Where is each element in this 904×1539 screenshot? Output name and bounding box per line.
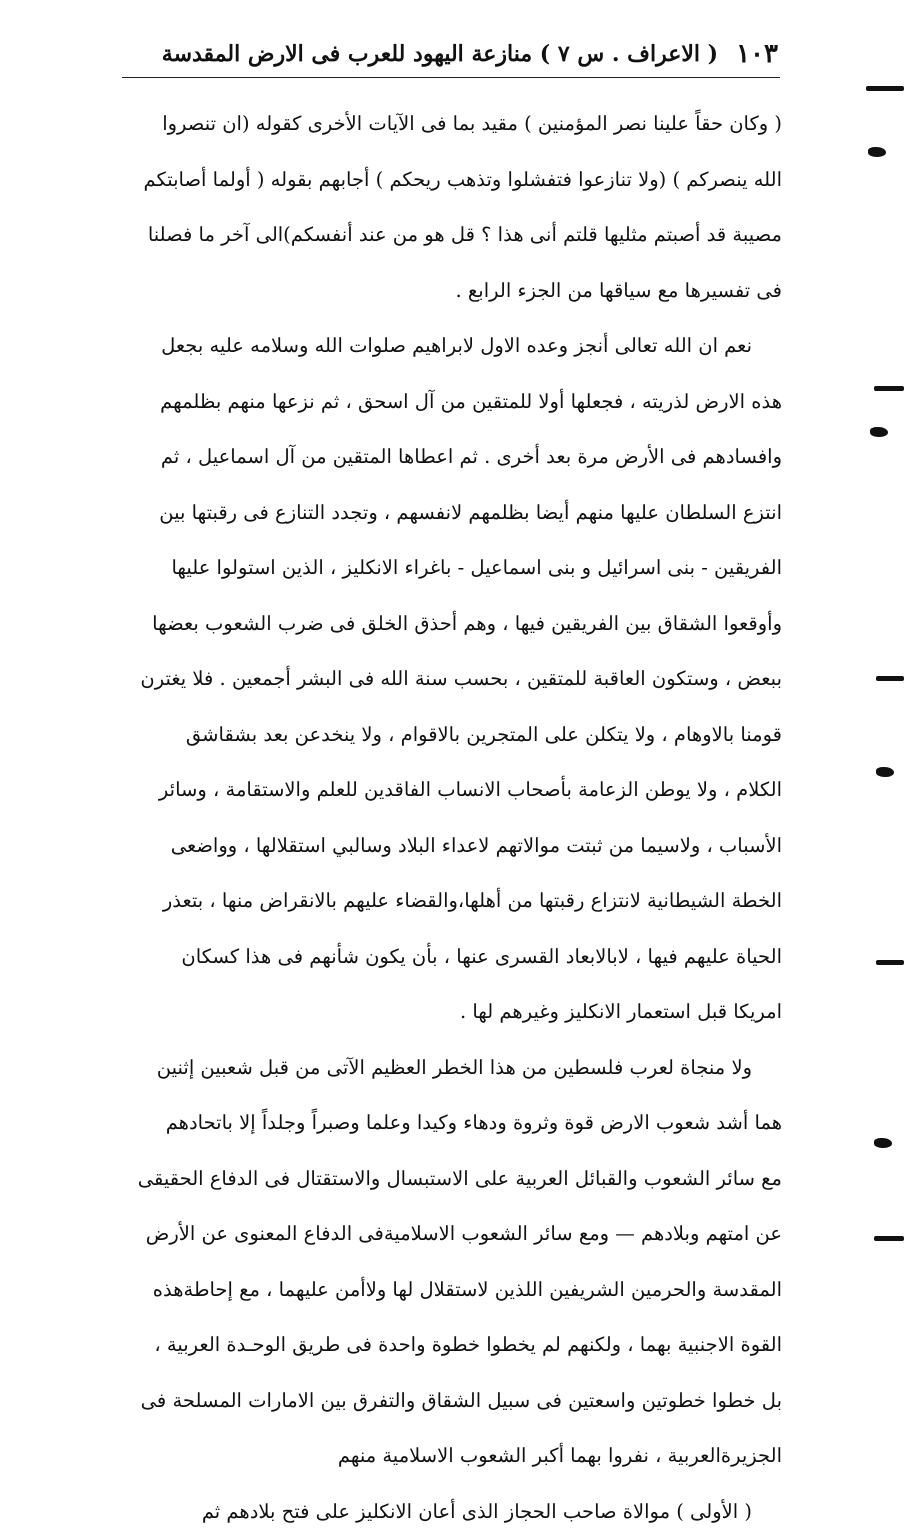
text-line: الفريقين - بنى اسرائيل و بنى اسماعيل - باغراء الانكليز ، الذين استولوا عليها: [122, 540, 782, 596]
scan-mark: [876, 767, 894, 777]
scan-mark: [876, 960, 904, 965]
scan-mark: [870, 427, 888, 437]
text-line: بل خطوا خطوتين واسعتين فى سبيل الشقاق والتفرق بين الامارات المسلحة فى: [122, 1373, 782, 1429]
text-line: القوة الاجنبية بهما ، ولكنهم لم يخطوا خطوة واحدة فى طريق الوحـدة العربية ،: [122, 1317, 782, 1373]
text-line: وافسادهم فى الأرض مرة بعد أخرى . ثم اعطاها المتقين من آل اسماعيل ، ثم: [122, 429, 782, 485]
scan-mark: [876, 676, 904, 681]
scan-mark: [874, 1236, 904, 1241]
text-line: قومنا بالاوهام ، ولا يتكلن على المتجرين بالاقوام ، ولا ينخدعن بعد بشقاشق: [122, 707, 782, 763]
text-line: امريكا قبل استعمار الانكليز وغيرهم لها .: [122, 984, 782, 1040]
text-line: هذه الارض لذريته ، فجعلها أولا للمتقين من آل اسحق ، ثم نزعها منهم بظلمهم: [122, 374, 782, 430]
text-line: فى تفسيرها مع سياقها من الجزء الرابع .: [122, 263, 782, 319]
text-line: الجزيرةالعربية ، نفروا بهما أكبر الشعوب الاسلامية منهم: [122, 1428, 782, 1484]
scan-mark: [866, 86, 904, 91]
text-line: ببعض ، وستكون العاقبة للمتقين ، بحسب سنة الله فى البشر أجمعين . فلا يغترن: [122, 651, 782, 707]
running-title: ( الاعراف . س ٧ ) منازعة اليهود للعرب فى الارض المقدسة: [162, 41, 718, 67]
page-number: ١٠٣: [736, 39, 778, 69]
text-line: هما أشد شعوب الارض قوة وثروة ودهاء وكيدا وعلما وصبراً وجلداً إلا باتحادهم: [122, 1095, 782, 1151]
text-line: الخطة الشيطانية لانتزاع رقبتها من أهلها،والقضاء عليهم بالانقراض منها ، بتعذر: [122, 873, 782, 929]
scan-mark: [874, 386, 904, 391]
text-line: ولا منجاة لعرب فلسطين من هذا الخطر العظيم الآتى من قبل شعبين إثنين: [122, 1040, 782, 1096]
text-line: مصيبة قد أصبتم مثليها قلتم أنى هذا ؟ قل هو من عند أنفسكم)الى آخر ما فصلنا: [122, 207, 782, 263]
page-header: [120, 34, 778, 74]
text-line: وأوقعوا الشقاق بين الفريقين فيها ، وهم أحذق الخلق فى ضرب الشعوب بعضها: [122, 596, 782, 652]
text-line: الله ينصركم ) (ولا تنازعوا فتفشلوا وتذهب ريحكم ) أجابهم بقوله ( أولما أصابتكم: [122, 152, 782, 208]
text-line: ( الأولى ) موالاة صاحب الحجاز الذى أعان الانكليز على فتح بلادهم ثم: [122, 1484, 782, 1539]
text-line: عن امتهم وبلادهم — ومع سائر الشعوب الاسلاميةفى الدفاع المعنوى عن الأرض: [122, 1206, 782, 1262]
text-line: ( وكان حقاً علينا نصر المؤمنين ) مقيد بما فى الآيات الأخرى كقوله (ان تنصروا: [122, 96, 782, 152]
text-line: الحياة عليهم فيها ، لابالابعاد القسرى عنها ، بأن يكون شأنهم فى هذا كسكان: [122, 929, 782, 985]
text-line: نعم ان الله تعالى أنجز وعده الاول لابراهيم صلوات الله وسلامه عليه بجعل: [122, 318, 782, 374]
header-rule: [122, 77, 780, 78]
scan-mark: [874, 1138, 892, 1148]
text-line: المقدسة والحرمين الشريفين اللذين لاستقلال لها ولاأمن عليهما ، مع إحاطةهذه: [122, 1262, 782, 1318]
body-text: [122, 96, 782, 1539]
text-line: انتزع السلطان عليها منهم أيضا بظلمهم لانفسهم ، وتجدد التنازع فى رقبتها بين: [122, 485, 782, 541]
text-line: الأسباب ، ولاسيما من ثبتت موالاتهم لاعداء البلاد وسالبي استقلالها ، وواضعى: [122, 818, 782, 874]
text-line: الكلام ، ولا يوطن الزعامة بأصحاب الانساب الفاقدين للعلم والاستقامة ، وسائر: [122, 762, 782, 818]
text-line: مع سائر الشعوب والقبائل العربية على الاستبسال والاستقتال فى الدفاع الحقيقى: [122, 1151, 782, 1207]
scan-mark: [868, 147, 886, 157]
